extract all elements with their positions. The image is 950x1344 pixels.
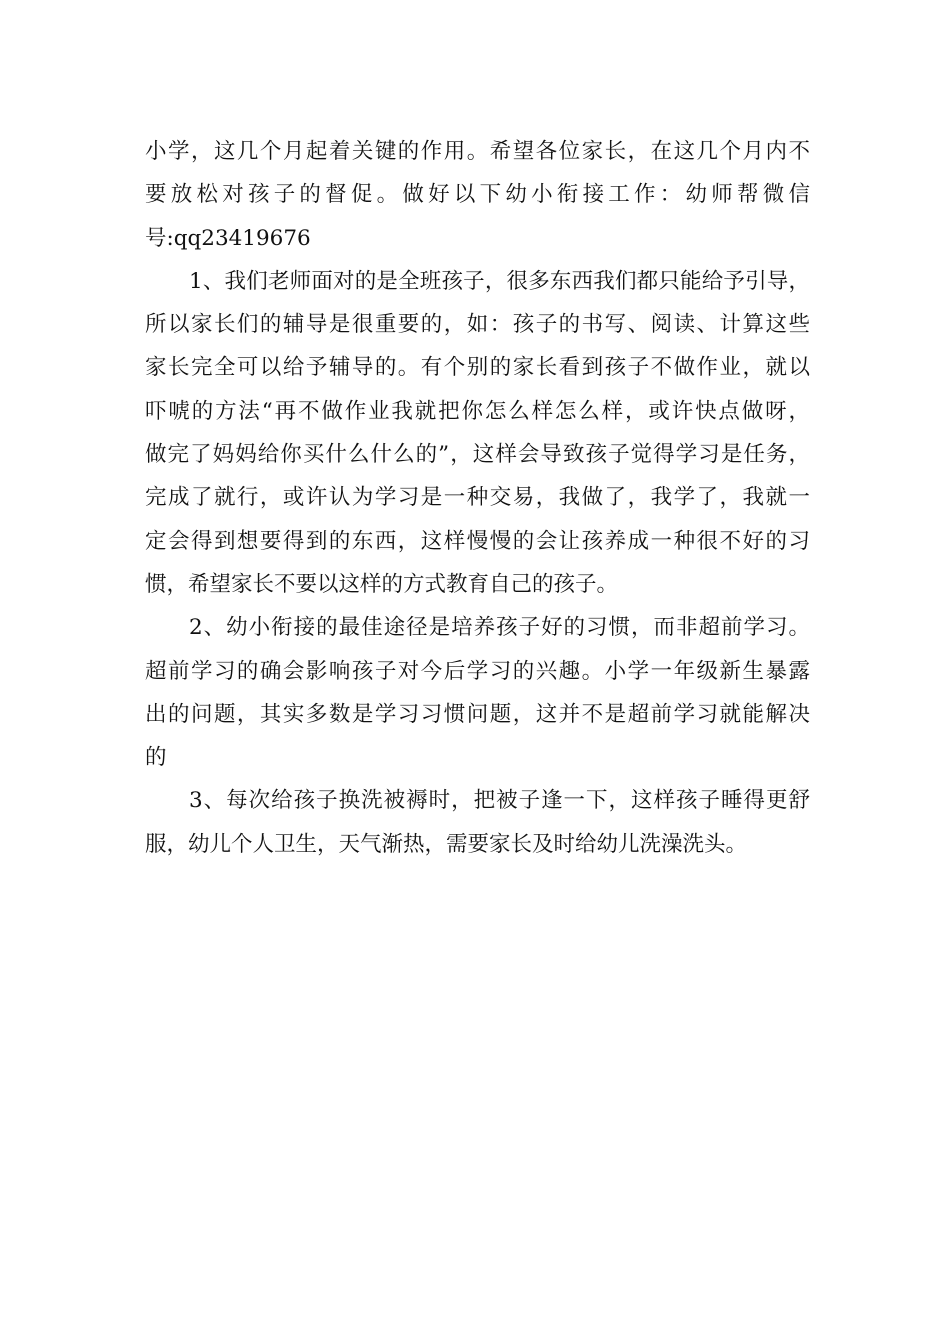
text-line: 1、我们老师面对的是全班孩子，很多东西我们都只能给予引导，	[189, 268, 810, 294]
text-line: 出的问题，其实多数是学习习惯问题，这并不是超前学习就能解决	[145, 701, 810, 727]
text-line: 小学，这几个月起着关键的作用。希望各位家长，在这几个月内不	[145, 139, 810, 164]
text-line: 超前学习的确会影响孩子对今后学习的兴趣。小学一年级新生暴露	[145, 658, 810, 684]
paragraph-intro	[145, 130, 810, 260]
text-line: 的	[145, 745, 167, 771]
text-line: 家长完全可以给予辅导的。有个别的家长看到孩子不做作业，就以	[145, 355, 810, 381]
document-body	[145, 130, 810, 866]
paragraph-item-2	[145, 606, 810, 779]
text-line: 定会得到想要得到的东西，这样慢慢的会让孩养成一种很不好的习	[145, 528, 810, 554]
text-line: 做完了妈妈给你买什么什么的”，这样会导致孩子觉得学习是任务，	[145, 442, 810, 468]
paragraph-item-1	[145, 260, 810, 606]
text-line: 2、幼小衔接的最佳途径是培养孩子好的习惯，而非超前学习。	[189, 615, 810, 641]
paragraph-item-3	[145, 779, 810, 866]
text-line: 吓唬的方法“再不做作业我就把你怎么样怎么样，或许快点做呀，	[145, 398, 810, 424]
text-line: 号:qq23419676	[145, 225, 311, 251]
text-line: 要放松对孩子的督促。做好以下幼小衔接工作：幼师帮微信	[145, 182, 810, 208]
text-line: 完成了就行，或许认为学习是一种交易，我做了，我学了，我就一	[145, 485, 810, 511]
text-line: 所以家长们的辅导是很重要的，如：孩子的书写、阅读、计算这些	[145, 312, 810, 338]
text-line: 惯，希望家长不要以这样的方式教育自己的孩子。	[145, 571, 619, 597]
text-line: 3、每次给孩子换洗被褥时，把被子逢一下，这样孩子睡得更舒	[189, 788, 810, 814]
text-line: 服，幼儿个人卫生，天气渐热，需要家长及时给幼儿洗澡洗头。	[145, 831, 748, 857]
